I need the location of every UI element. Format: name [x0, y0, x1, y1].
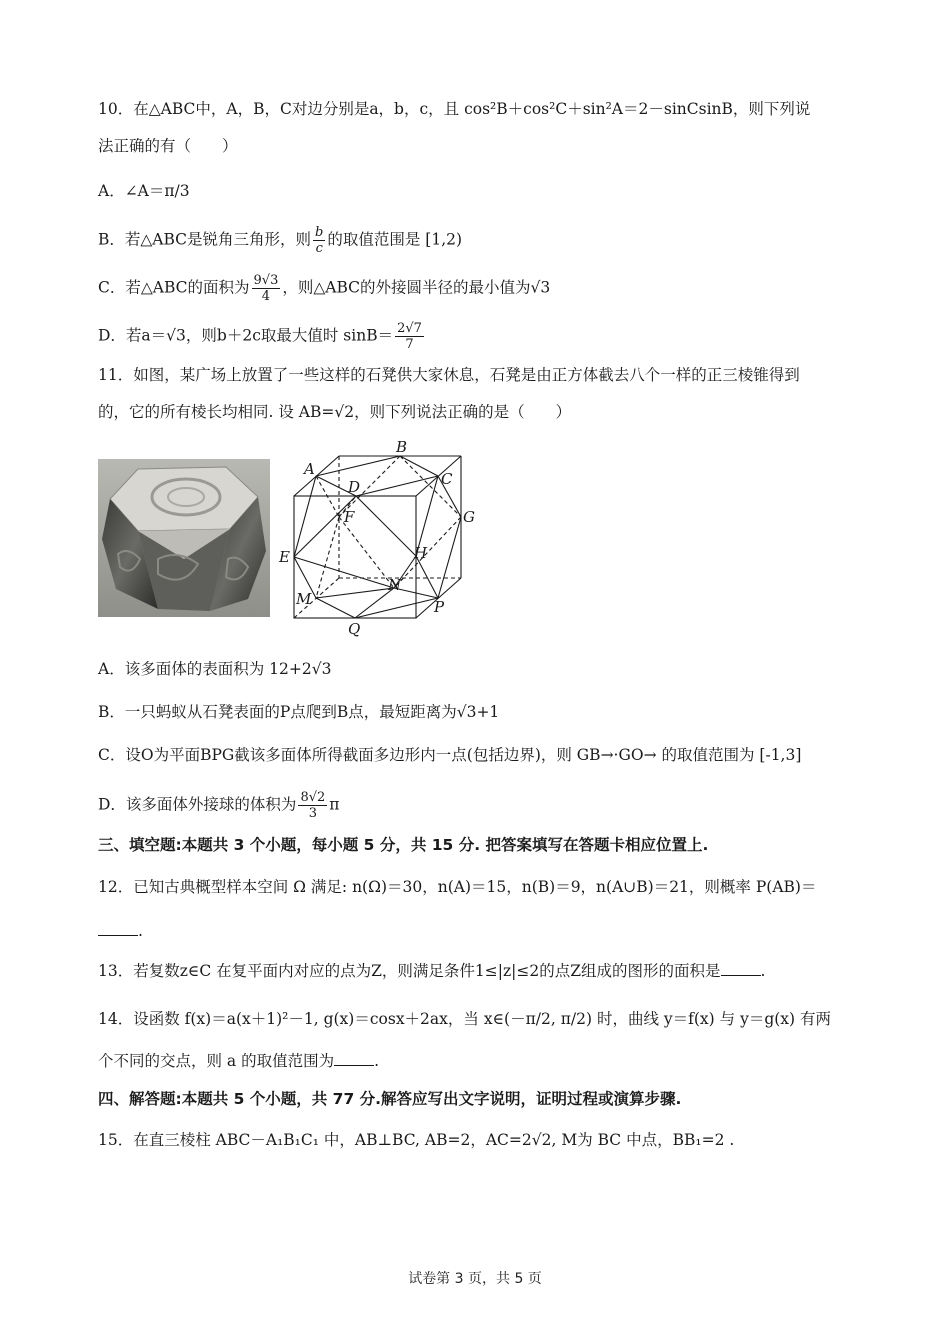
- q12-stem-line1: 12．已知古典概型样本空间 Ω 满足: n(Ω)＝30，n(A)＝15，n(B)＝9，n(A∪B)＝21，则概率 P(AB)＝: [98, 878, 817, 896]
- section-4-heading: 四、解答题:本题共 5 个小题，共 77 分.解答应写出文字说明，证明过程或演算步骤.: [98, 1090, 682, 1108]
- q11-stem-line2: 的，它的所有棱长均相同. 设 AB=√2，则下列说法正确的是（ ）: [98, 403, 572, 421]
- label-b: B: [396, 438, 408, 456]
- q12-answer-blank[interactable]: [98, 921, 138, 936]
- page-footer: 试卷第 3 页，共 5 页: [408, 1271, 542, 1287]
- q13-answer-blank[interactable]: [721, 961, 761, 976]
- q10-option-b-post: 的取值范围是 [1,2): [327, 230, 463, 249]
- label-p: P: [434, 598, 445, 616]
- q11-option-d: [98, 790, 850, 821]
- q11-option-c: C．设O为平面BPG截该多面体所得截面多边形内一点(包括边界)，则 GB→·GO→ 的取值范围为 [-1,3]: [98, 746, 802, 764]
- q10-option-b-pre: B．若△ABC是锐角三角形，则: [98, 230, 312, 249]
- q12-stem-line2: .: [98, 920, 850, 942]
- q11-option-d-post: π: [329, 795, 340, 814]
- label-q: Q: [348, 620, 361, 638]
- label-h: H: [414, 544, 428, 562]
- q10-option-d: [98, 321, 850, 352]
- q14-stem-line2: 个不同的交点，则 a 的取值范围为 .: [98, 1052, 380, 1070]
- q10-stem-line1: 10．在△ABC中，A，B，C对边分别是a，b，c，且 cos²B＋cos²C＋sin²A＝2－sinCsinB，则下列说: [98, 100, 811, 118]
- label-c: C: [441, 470, 453, 488]
- q14-answer-blank[interactable]: [334, 1051, 374, 1066]
- q10-option-b-fraction: $\frac{b}{c}$: [315, 225, 324, 256]
- q10-option-c: [98, 273, 850, 304]
- label-a: A: [304, 460, 315, 478]
- q13-stem: 13．若复数z∈C 在复平面内对应的点为Z，则满足条件1≤|z|≤2的点Z组成的图形的面积是 .: [98, 962, 766, 980]
- q10-option-d-fraction: $\frac{2√7}{7}$: [397, 321, 422, 352]
- q14-stem-line1: 14．设函数 f(x)＝a(x＋1)²－1, g(x)＝cosx＋2ax，当 x∈(－π/2, π/2) 时，曲线 y＝f(x) 与 y＝g(x) 有两: [98, 1010, 832, 1028]
- label-m: M: [296, 590, 312, 608]
- q11-option-b: B．一只蚂蚁从石凳表面的P点爬到B点，最短距离为√3+1: [98, 703, 500, 721]
- label-f: F: [344, 508, 355, 526]
- q11-option-d-fraction: $\frac{8√2}{3}$: [300, 790, 326, 821]
- q10-option-c-post: ，则△ABC的外接圆半径的最小值为√3: [282, 278, 551, 297]
- label-g: G: [463, 508, 475, 526]
- label-d: D: [348, 478, 361, 496]
- label-n: N: [388, 576, 402, 594]
- q11-option-d-pre: D．该多面体外接球的体积为: [98, 795, 297, 814]
- q10-option-c-fraction: $\frac{9√3}{4}$: [253, 273, 279, 304]
- q10-stem-line2: 法正确的有（ ）: [98, 137, 238, 155]
- stone-stool-photo: [98, 459, 270, 617]
- q10-option-a: A．∠A＝π/3: [98, 182, 190, 200]
- label-e: E: [279, 548, 290, 566]
- q15-stem: 15．在直三棱柱 ABC－A₁B₁C₁ 中，AB⊥BC, AB=2，AC=2√2, M为 BC 中点，BB₁=2 .: [98, 1131, 735, 1149]
- q11-stem-line1: 11．如图，某广场上放置了一些这样的石凳供大家休息，石凳是由正方体截去八个一样的正三棱锥得到: [98, 366, 800, 384]
- section-3-heading: 三、填空题:本题共 3 个小题，每小题 5 分，共 15 分. 把答案填写在答题卡相应位置上.: [98, 836, 709, 854]
- polyhedron-figure: [276, 438, 486, 638]
- q10-option-c-pre: C．若△ABC的面积为: [98, 278, 250, 297]
- q10-option-b: [98, 225, 850, 256]
- q11-option-a: A．该多面体的表面积为 12+2√3: [98, 660, 332, 678]
- q10-option-d-pre: D．若a＝√3，则b＋2c取最大值时 sinB＝: [98, 326, 394, 345]
